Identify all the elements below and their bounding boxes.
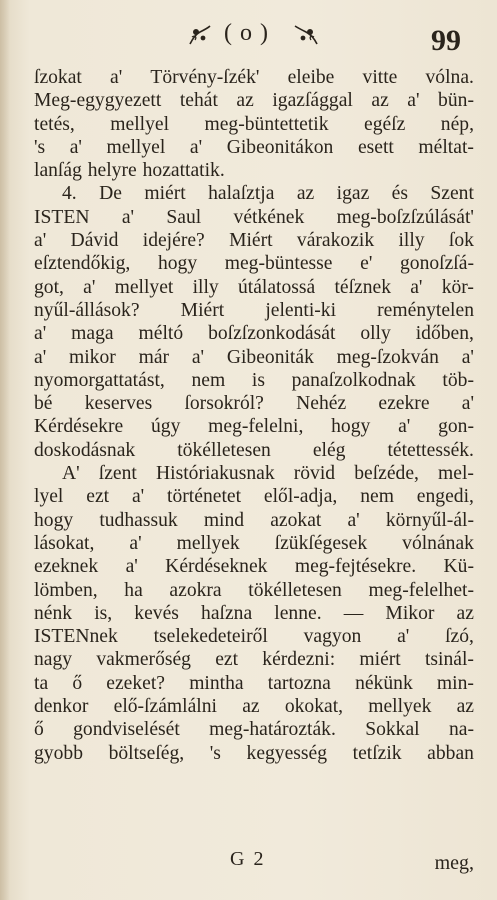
word: tehát — [179, 90, 218, 112]
text-line — [34, 695, 474, 718]
word: kevés — [134, 602, 179, 624]
text-line — [34, 89, 474, 112]
word: Saul — [166, 206, 202, 228]
word: hogy — [157, 253, 198, 275]
word: illy — [398, 230, 425, 252]
word: ISTEN — [34, 206, 90, 228]
word: gonoſzſá- — [399, 253, 474, 275]
word: ſorsokról? — [184, 393, 264, 415]
word: olly — [360, 323, 391, 345]
word: útálatossá — [237, 276, 316, 298]
word: elől-adja, — [263, 486, 338, 508]
word: a' — [34, 323, 47, 345]
word: ſok — [448, 230, 474, 252]
word: esett — [357, 136, 394, 158]
word: tökélletesen — [177, 439, 271, 461]
word: a' — [398, 416, 411, 438]
word: mellyet — [114, 276, 174, 298]
text-line — [34, 206, 474, 229]
word: meg-boſzſzúlását' — [336, 206, 474, 228]
word: a' — [131, 486, 145, 508]
word: halaſztja — [208, 183, 275, 205]
word: ISTENnek — [34, 626, 118, 648]
word: vagyon — [303, 626, 362, 648]
word: Nehéz — [296, 393, 347, 415]
word: bé — [34, 393, 53, 415]
word: meg-ſzokván — [336, 346, 439, 368]
word: Szent — [430, 183, 474, 205]
word: tetés, — [34, 113, 75, 135]
text-line — [34, 66, 474, 89]
word: a' — [461, 393, 474, 415]
word: nem — [360, 486, 394, 508]
word: ezeknek — [34, 556, 99, 578]
text-line — [34, 322, 474, 345]
word: ezt — [215, 649, 239, 671]
word: az — [236, 90, 254, 112]
page-gutter-shadow — [0, 0, 10, 900]
word: történetet — [167, 486, 242, 508]
word: tsinál- — [424, 649, 474, 671]
word: nékünk — [355, 672, 413, 694]
word: haſzna — [201, 602, 253, 624]
text-line — [34, 555, 474, 578]
word: lyel — [34, 486, 64, 508]
word: 's — [209, 742, 221, 764]
word: 4. — [62, 183, 77, 205]
word: 's — [34, 136, 46, 158]
text-line — [34, 136, 474, 159]
body-text — [34, 66, 474, 765]
text-line — [34, 625, 474, 648]
word: meg-határozták. — [209, 719, 336, 741]
floral-ornament-icon — [292, 24, 320, 48]
word: méltat- — [418, 136, 474, 158]
word: Kérdésekre — [34, 416, 124, 438]
word: ſzokat — [34, 67, 82, 88]
word: A' — [62, 463, 80, 485]
text-line — [34, 113, 474, 136]
word: ezeket? — [106, 672, 166, 694]
word: rövid — [293, 463, 336, 485]
text-line — [34, 485, 474, 508]
word: gyobb — [34, 742, 83, 764]
text-line — [34, 182, 474, 205]
word: nagy — [34, 649, 73, 671]
word: keserves — [84, 393, 153, 415]
word: a' — [125, 556, 138, 578]
text-line — [34, 718, 474, 741]
word: kör- — [441, 276, 474, 298]
word: Miért — [180, 299, 225, 321]
word: a' — [34, 346, 47, 368]
word: ta — [34, 672, 49, 694]
word: ſzent — [98, 463, 137, 485]
word: eleibe — [287, 67, 335, 88]
word: maga — [71, 323, 114, 345]
word: gon- — [438, 416, 474, 438]
word: kérdezni: — [262, 649, 336, 671]
word: na- — [448, 719, 474, 741]
word: vólnának — [402, 532, 474, 554]
word: az — [456, 602, 474, 624]
page-footer — [34, 848, 474, 878]
word: a' — [397, 626, 410, 648]
word: Kü- — [443, 556, 474, 578]
word: elő-ſzámlálni — [113, 696, 217, 718]
word: Mikor — [385, 602, 435, 624]
word: vakmerőség — [96, 649, 191, 671]
text-line — [34, 415, 474, 438]
word: ſzó, — [445, 626, 474, 648]
word: lenne. — [274, 602, 322, 624]
word: vitte — [362, 67, 398, 88]
header-signature: ( o ) — [224, 20, 269, 46]
word: De — [99, 183, 122, 205]
word: töb- — [442, 369, 474, 391]
word: ő — [72, 672, 83, 694]
word: mellyek — [176, 532, 240, 554]
word: hozattatik. — [142, 160, 225, 182]
word: mellyek — [368, 696, 432, 718]
word: meg-büntettetik — [204, 113, 329, 135]
word: nyűl-állások? — [34, 299, 140, 321]
word: idejére? — [142, 230, 205, 252]
word: mikor — [69, 346, 116, 368]
word: igazſággal — [272, 90, 353, 112]
floral-ornament-icon — [187, 24, 213, 48]
word: a' — [347, 509, 360, 531]
word: a' — [121, 206, 135, 228]
word: tselekedeteiről — [153, 626, 268, 648]
word: Gibeonitákon — [226, 136, 334, 158]
word: hogy — [34, 509, 74, 531]
text-line — [34, 532, 474, 555]
word: mintha — [189, 672, 244, 694]
text-line — [34, 439, 474, 462]
word: mellyel — [106, 136, 166, 158]
word: miért — [359, 649, 401, 671]
text-line — [34, 299, 474, 322]
word: Kérdéseknek — [165, 556, 268, 578]
word: a' — [110, 67, 123, 88]
text-line — [34, 392, 474, 415]
text-line — [34, 742, 474, 765]
word: tétettessék. — [387, 439, 474, 461]
word: tartozna — [267, 672, 331, 694]
word: nénk — [34, 602, 73, 624]
text-line — [34, 672, 474, 695]
word: már — [138, 346, 170, 368]
word: azokra — [169, 579, 222, 601]
word: környűl-ál- — [385, 509, 474, 531]
word: a' — [407, 90, 420, 112]
word: mel- — [438, 463, 474, 485]
word: az — [242, 696, 260, 718]
word: jelenti-ki — [265, 299, 337, 321]
word: meg-felelhet- — [368, 579, 474, 601]
word: Meg-egygyezett — [34, 90, 162, 112]
word: egéſz — [364, 113, 406, 135]
word: lanſág — [34, 160, 82, 182]
word: ezt — [86, 486, 110, 508]
word: mind — [203, 509, 245, 531]
word: az — [456, 696, 474, 718]
text-line — [34, 579, 474, 602]
word: is — [251, 369, 265, 391]
word: nép, — [440, 113, 474, 135]
page-number: 99 — [431, 24, 461, 57]
word: téſznek — [334, 276, 392, 298]
word: e' — [360, 253, 373, 275]
word: Históriakusnak — [155, 463, 275, 485]
text-line — [34, 602, 474, 625]
word: abban — [427, 742, 474, 764]
word: időben, — [415, 323, 474, 345]
word: meg-fejtésekre. — [294, 556, 417, 578]
text-line — [34, 252, 474, 275]
text-line — [34, 346, 474, 369]
word: ő — [34, 719, 44, 741]
word: got, — [34, 276, 64, 298]
word: vólna. — [425, 67, 474, 88]
word: min- — [436, 672, 474, 694]
word: engedi, — [416, 486, 474, 508]
word: Törvény-ſzék' — [150, 67, 260, 88]
word: a' — [69, 136, 82, 158]
word: Miért — [229, 230, 273, 252]
text-line — [34, 229, 474, 252]
word: illy — [192, 276, 219, 298]
word: a' — [34, 230, 47, 252]
text-line — [34, 159, 474, 182]
word: nem — [191, 369, 226, 391]
word: ezekre — [378, 393, 430, 415]
word: Gibeoniták — [226, 346, 314, 368]
word: bün- — [438, 90, 474, 112]
text-line — [34, 276, 474, 299]
text-line — [34, 648, 474, 671]
word: azokat — [270, 509, 322, 531]
word: Sokkal — [365, 719, 420, 741]
word: lömben, — [34, 579, 98, 601]
word: a' — [410, 276, 423, 298]
word: az — [371, 90, 389, 112]
word: az — [296, 183, 315, 205]
word: beſzéde, — [354, 463, 419, 485]
word: helyre — [87, 160, 137, 182]
word: tudhassuk — [99, 509, 178, 531]
text-line — [34, 509, 474, 532]
word: méltó — [138, 323, 184, 345]
word: ha — [124, 579, 143, 601]
word: miért — [144, 183, 186, 205]
word: vétkének — [233, 206, 305, 228]
word: okokat, — [284, 696, 344, 718]
word: a' — [83, 276, 96, 298]
word: denkor — [34, 696, 89, 718]
page-header — [0, 20, 497, 56]
word: Dávid — [70, 230, 119, 252]
word: reménytelen — [377, 299, 474, 321]
word: úgy — [150, 416, 181, 438]
word: doskodásnak — [34, 439, 136, 461]
word: igaz — [336, 183, 370, 205]
word: a' — [461, 346, 474, 368]
text-line — [34, 462, 474, 485]
word: boſzſzonkodását — [208, 323, 336, 345]
signature-mark: G 2 — [230, 848, 266, 870]
word: ſzükſégesek — [274, 532, 368, 554]
word: hogy — [331, 416, 371, 438]
word: mellyel — [110, 113, 170, 135]
word: böltseſég, — [108, 742, 185, 764]
word: — — [343, 602, 364, 624]
word: a' — [129, 532, 142, 554]
word: a' — [191, 346, 205, 368]
word: panaſzolkodnak — [291, 369, 416, 391]
word: gondviselését — [73, 719, 180, 741]
text-line — [34, 369, 474, 392]
word: elég — [312, 439, 346, 461]
word: lásokat, — [34, 532, 95, 554]
word: meg-felelni, — [208, 416, 304, 438]
word: kegyesség — [246, 742, 328, 764]
word: várakozik — [296, 230, 375, 252]
word: eſztendőkig, — [34, 253, 131, 275]
word: nyomorgattatást, — [34, 369, 165, 391]
word: tökélletesen — [248, 579, 342, 601]
word: meg-büntesse — [224, 253, 333, 275]
word: is, — [94, 602, 113, 624]
catchword: meg, — [434, 852, 474, 874]
word: tetſzik — [352, 742, 402, 764]
word: és — [391, 183, 408, 205]
word: a' — [189, 136, 203, 158]
